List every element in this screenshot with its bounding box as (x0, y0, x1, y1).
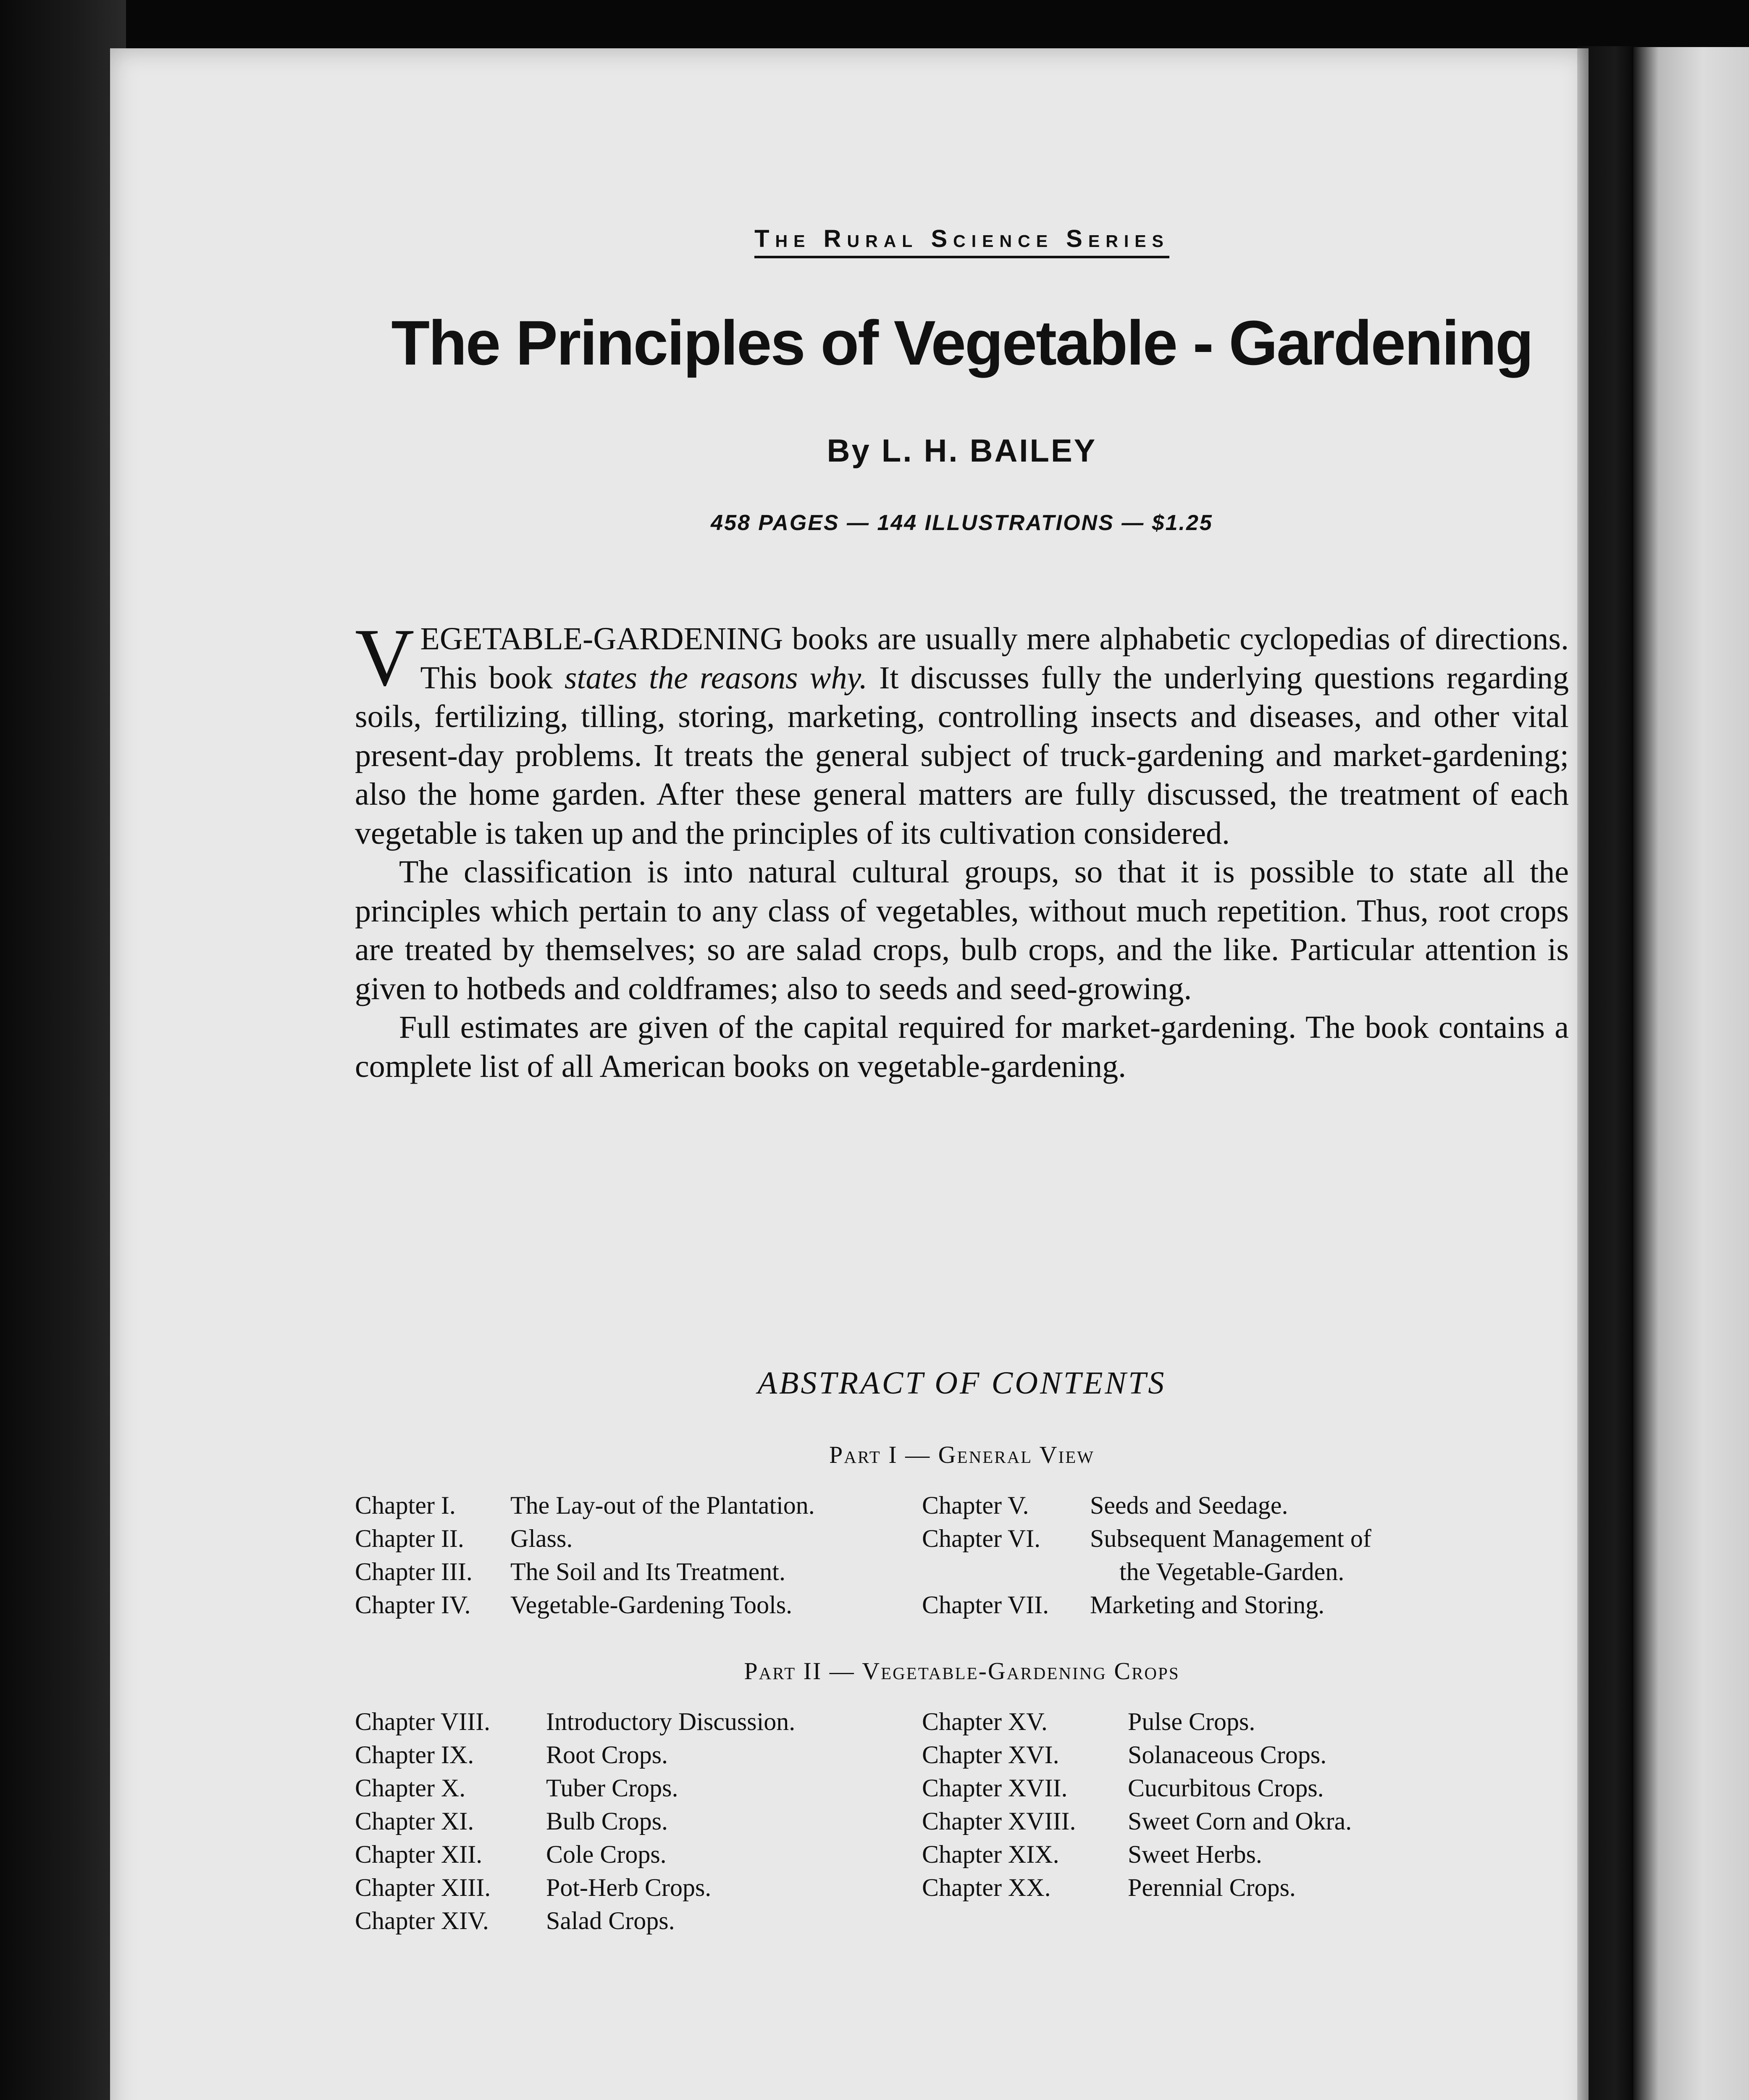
chapter-title: The Soil and Its Treatment. (510, 1558, 785, 1586)
series-title: The Rural Science Series (754, 225, 1169, 258)
part1-right-column (922, 1489, 1371, 1622)
chapter-number: Chapter XIX. (922, 1840, 1059, 1868)
chapter-title: Cucurbitous Crops. (1128, 1774, 1324, 1802)
chapter-entry (922, 1705, 1352, 1738)
chapter-title: Marketing and Storing. (1090, 1591, 1325, 1619)
chapter-entry (355, 1489, 815, 1522)
chapter-number: Chapter VII. (922, 1591, 1049, 1619)
chapter-title: Introductory Discussion. (546, 1708, 796, 1735)
book-title: The Principles of Vegetable - Gardening (391, 307, 1533, 378)
chapter-title: Pot-Herb Crops. (546, 1874, 712, 1901)
chapter-title: Vegetable-Gardening Tools. (510, 1591, 793, 1619)
chapter-title: Perennial Crops. (1128, 1874, 1296, 1901)
paragraph-2: The classification is into natural cultural groups, so that it is possible to state all the principles which pertain to any class of vegetables, without much repetition. Thus, root crops are treated by themselves; so are salad crops, bulb crops, and the like. Particular attention is given to hotbeds and coldframes; also to seeds and seed-growing. (355, 854, 1569, 1006)
chapter-title: Solanaceous Crops. (1128, 1741, 1327, 1769)
chapter-title: Cole Crops. (546, 1840, 667, 1868)
chapter-number: Chapter III. (355, 1558, 473, 1586)
chapter-title: Pulse Crops. (1128, 1708, 1255, 1735)
chapter-entry (355, 1555, 815, 1588)
facing-page-edge (1633, 47, 1749, 2100)
series-heading (355, 225, 1569, 253)
chapter-entry (922, 1871, 1352, 1904)
chapter-entry (922, 1522, 1371, 1555)
chapter-entry (355, 1705, 795, 1738)
chapter-number: Chapter II. (355, 1525, 464, 1552)
chapter-title: Tuber Crops. (546, 1774, 678, 1802)
chapter-number: Chapter XIV. (355, 1907, 489, 1935)
chapter-entry (355, 1805, 795, 1838)
chapter-number: Chapter XIII. (355, 1874, 491, 1901)
scan-background (0, 0, 126, 2100)
chapter-entry (922, 1489, 1371, 1522)
chapter-title: Sweet Herbs. (1128, 1840, 1262, 1868)
chapter-number: Chapter XI. (355, 1807, 474, 1835)
paragraph-1 (355, 612, 1569, 853)
pricing-line: 458 PAGES — 144 ILLUSTRATIONS — $1.25 (711, 511, 1213, 535)
chapter-entry (355, 1772, 795, 1805)
chapter-number: Chapter XX. (922, 1874, 1051, 1901)
chapter-number: Chapter X. (355, 1774, 466, 1802)
chapter-entry (922, 1772, 1352, 1805)
paragraph-1-start: EGETABLE-GARDENING books are usually mere alphabetic cyclopedias of directions. This book (420, 621, 1569, 696)
chapter-entry (355, 1738, 795, 1772)
chapter-number: Chapter XVIII. (922, 1807, 1076, 1835)
author-line: By L. H. BAILEY (827, 433, 1097, 469)
chapter-entry (355, 1522, 815, 1555)
chapter-entry (922, 1588, 1371, 1622)
chapter-entry (922, 1838, 1352, 1871)
paragraph-3: Full estimates are given of the capital required for market-gardening. The book contains a complete list of all American books on vegetable-gardening. (355, 1010, 1569, 1084)
chapter-number: Chapter XVII. (922, 1774, 1068, 1802)
chapter-title: Subsequent Management of (1090, 1525, 1371, 1552)
chapter-number: Chapter IV. (355, 1591, 471, 1619)
chapter-entry (922, 1738, 1352, 1772)
chapter-entry (922, 1805, 1352, 1838)
chapter-number: Chapter IX. (355, 1741, 474, 1769)
chapter-title: Sweet Corn and Okra. (1128, 1807, 1352, 1835)
description (355, 612, 1569, 1086)
chapter-entry (355, 1838, 795, 1871)
page-content (355, 48, 1569, 2100)
book-page (110, 48, 1589, 2100)
part2-left-column (355, 1705, 795, 1937)
chapter-number: Chapter VI. (922, 1525, 1041, 1552)
part1-left-column (355, 1489, 815, 1622)
chapter-title: Root Crops. (546, 1741, 668, 1769)
drop-cap: V (355, 612, 415, 703)
chapter-title: Seeds and Seedage. (1090, 1491, 1288, 1519)
part1-heading: Part I — General View (829, 1441, 1095, 1468)
part2-heading: Part II — Vegetable-Gardening Crops (744, 1657, 1180, 1685)
chapter-entry (355, 1871, 795, 1904)
contents-heading: ABSTRACT OF CONTENTS (757, 1365, 1166, 1401)
chapter-entry (355, 1904, 795, 1937)
chapter-number: Chapter I. (355, 1491, 456, 1519)
paragraph-1-emphasis: states the reasons why. (564, 660, 868, 696)
chapter-number: Chapter XII. (355, 1840, 483, 1868)
part2-right-column (922, 1705, 1352, 1904)
chapter-number: Chapter VIII. (355, 1708, 491, 1735)
chapter-number: Chapter V. (922, 1491, 1029, 1519)
paragraph-1-rest: It discusses fully the underlying questions regarding soils, fertilizing, tilling, storing, marketing, controlling insects and diseases, and other vital present-day problems. It treats the general subject of truck-gardening and market-gardening; also the home garden. After these general matters are fully discussed, the treatment of each vegetable is taken up and the principles of its cultivation considered. (355, 660, 1569, 851)
gutter-shadow (1577, 46, 1632, 2100)
chapter-entry (355, 1588, 815, 1622)
chapter-title: The Lay-out of the Plantation. (510, 1491, 815, 1519)
chapter-title: Glass. (510, 1525, 573, 1552)
chapter-title: Salad Crops. (546, 1907, 675, 1935)
chapter-number: Chapter XV. (922, 1708, 1048, 1735)
chapter-number: Chapter XVI. (922, 1741, 1059, 1769)
chapter-title: Bulb Crops. (546, 1807, 668, 1835)
chapter-title-continued: the Vegetable-Garden. (1119, 1558, 1345, 1586)
